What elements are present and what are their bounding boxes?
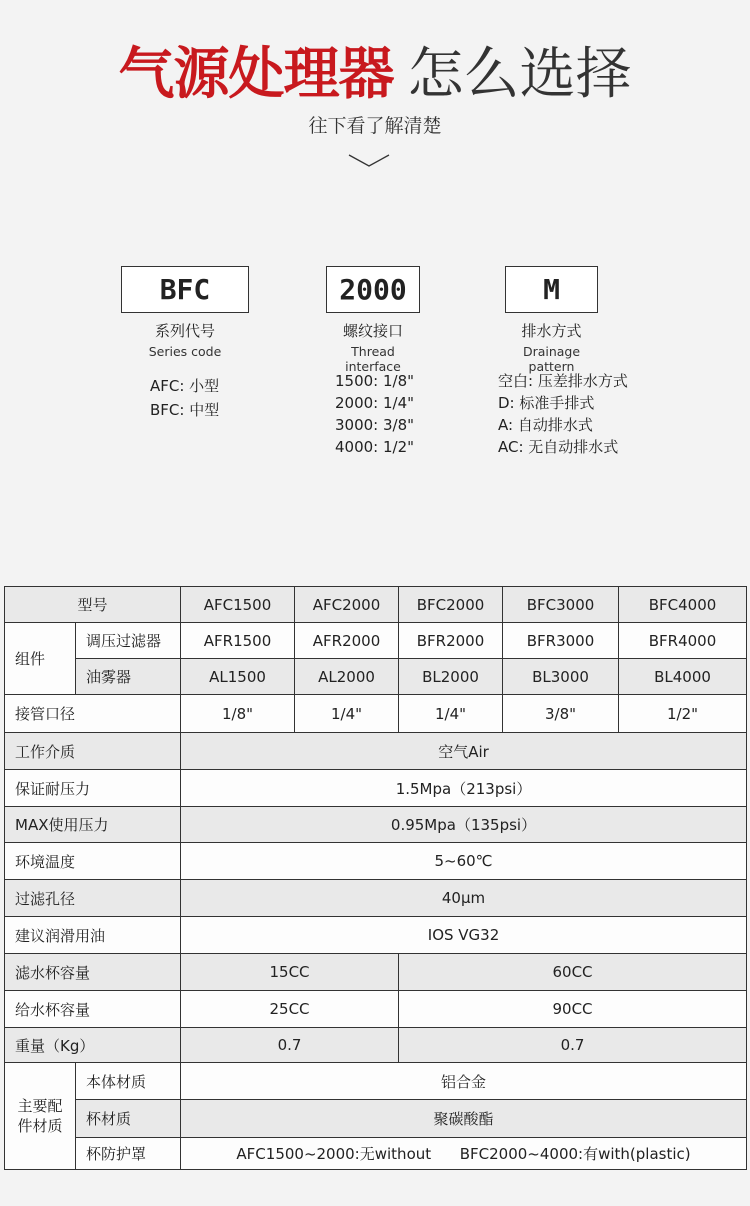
regulator-label: 调压过滤器 xyxy=(76,623,181,659)
table-row xyxy=(5,1138,747,1170)
lubricator-cell: BL2000 xyxy=(399,659,503,695)
lubricator-cell: BL4000 xyxy=(619,659,747,695)
option: 1500: 1/8" xyxy=(335,372,415,390)
guard-value: AFC1500~2000:无without BFC2000~4000:有with(plastic) xyxy=(181,1138,747,1170)
code-thread xyxy=(326,266,420,374)
port-cell: 3/8" xyxy=(503,695,619,733)
lubricator-cell: AL2000 xyxy=(295,659,399,695)
model-cell: AFC1500 xyxy=(181,587,295,623)
regulator-cell: BFR2000 xyxy=(399,623,503,659)
code-label-en: Thread interface xyxy=(345,344,401,374)
supply-value: 25CC xyxy=(181,991,399,1028)
page-title xyxy=(0,40,750,110)
code-drainage xyxy=(505,266,598,374)
option: BFC: 中型 xyxy=(150,401,220,419)
table-row xyxy=(5,695,747,733)
supply-value: 90CC xyxy=(399,991,747,1028)
title-dark: 怎么选择 xyxy=(407,42,632,107)
weight-value: 0.7 xyxy=(399,1028,747,1063)
header xyxy=(0,40,750,110)
port-cell: 1/8" xyxy=(181,695,295,733)
proof-label: 保证耐压力 xyxy=(5,770,181,807)
table-row xyxy=(5,1100,747,1138)
weight-value: 0.7 xyxy=(181,1028,399,1063)
code-box-drainage: M xyxy=(505,266,598,313)
temp-value: 5~60℃ xyxy=(181,843,747,880)
option: 空白: 压差排水方式 xyxy=(498,372,628,390)
code-label-cn: 螺纹接口 xyxy=(342,322,403,340)
table-row xyxy=(5,954,747,991)
drainage-options xyxy=(498,370,628,458)
option: 2000: 1/4" xyxy=(335,394,415,412)
regulator-cell: AFR2000 xyxy=(295,623,399,659)
table-row xyxy=(5,587,747,623)
option: 3000: 3/8" xyxy=(335,416,415,434)
table-row xyxy=(5,1063,747,1100)
thread-options xyxy=(335,370,414,458)
code-series xyxy=(121,266,249,359)
table-row xyxy=(5,807,747,843)
port-cell: 1/4" xyxy=(399,695,503,733)
title-red: 气源处理器 xyxy=(118,42,394,107)
filter-label: 过滤孔径 xyxy=(5,880,181,917)
cup-value: 聚碳酸酯 xyxy=(181,1100,747,1138)
option: D: 标准手排式 xyxy=(498,394,595,412)
table-row xyxy=(5,1028,747,1063)
guard-label: 杯防护罩 xyxy=(76,1138,181,1170)
regulator-cell: AFR1500 xyxy=(181,623,295,659)
regulator-cell: BFR4000 xyxy=(619,623,747,659)
oil-value: IOS VG32 xyxy=(181,917,747,954)
option: 4000: 1/2" xyxy=(335,438,415,456)
code-label-cn: 排水方式 xyxy=(521,322,582,340)
code-box-thread: 2000 xyxy=(326,266,420,313)
cup-label: 杯材质 xyxy=(76,1100,181,1138)
port-cell: 1/2" xyxy=(619,695,747,733)
component-label: 组件 xyxy=(5,623,76,695)
material-label: 主要配件材质 xyxy=(5,1063,76,1170)
bowl-label: 滤水杯容量 xyxy=(5,954,181,991)
table-row xyxy=(5,991,747,1028)
proof-value: 1.5Mpa（213psi） xyxy=(181,770,747,807)
bowl-value: 60CC xyxy=(399,954,747,991)
body-value: 铝合金 xyxy=(181,1063,747,1100)
maxp-label: MAX使用压力 xyxy=(5,807,181,843)
code-label-en: Drainage pattern xyxy=(522,344,581,374)
filter-value: 40μm xyxy=(181,880,747,917)
port-cell: 1/4" xyxy=(295,695,399,733)
model-cell: BFC3000 xyxy=(503,587,619,623)
table-row xyxy=(5,623,747,659)
table-row xyxy=(5,843,747,880)
table-row xyxy=(5,770,747,807)
table-row xyxy=(5,917,747,954)
code-label-en: Series code xyxy=(148,344,222,359)
temp-label: 环境温度 xyxy=(5,843,181,880)
table-row xyxy=(5,733,747,770)
subtitle: 往下看了解清楚 xyxy=(308,115,442,137)
body-label: 本体材质 xyxy=(76,1063,181,1100)
bowl-value: 15CC xyxy=(181,954,399,991)
lubricator-label: 油雾器 xyxy=(76,659,181,695)
maxp-value: 0.95Mpa（135psi） xyxy=(181,807,747,843)
table-row xyxy=(5,659,747,695)
option: AFC: 小型 xyxy=(150,377,220,395)
medium-value: 空气Air xyxy=(181,733,747,770)
model-cell: BFC4000 xyxy=(619,587,747,623)
code-box-series: BFC xyxy=(121,266,249,313)
lubricator-cell: AL1500 xyxy=(181,659,295,695)
series-options xyxy=(150,374,219,422)
medium-label: 工作介质 xyxy=(5,733,181,770)
lubricator-cell: BL3000 xyxy=(503,659,619,695)
code-label-cn: 系列代号 xyxy=(154,322,215,340)
option: AC: 无自动排水式 xyxy=(498,438,619,456)
spec-table xyxy=(4,586,747,1170)
table-row xyxy=(5,880,747,917)
model-cell: AFC2000 xyxy=(295,587,399,623)
port-label: 接管口径 xyxy=(5,695,181,733)
weight-label: 重量（Kg） xyxy=(5,1028,181,1063)
oil-label: 建议润滑用油 xyxy=(5,917,181,954)
model-cell: BFC2000 xyxy=(399,587,503,623)
option: A: 自动排水式 xyxy=(498,416,593,434)
model-label: 型号 xyxy=(5,587,181,623)
supply-label: 给水杯容量 xyxy=(5,991,181,1028)
regulator-cell: BFR3000 xyxy=(503,623,619,659)
chevron-down-icon xyxy=(348,150,390,170)
